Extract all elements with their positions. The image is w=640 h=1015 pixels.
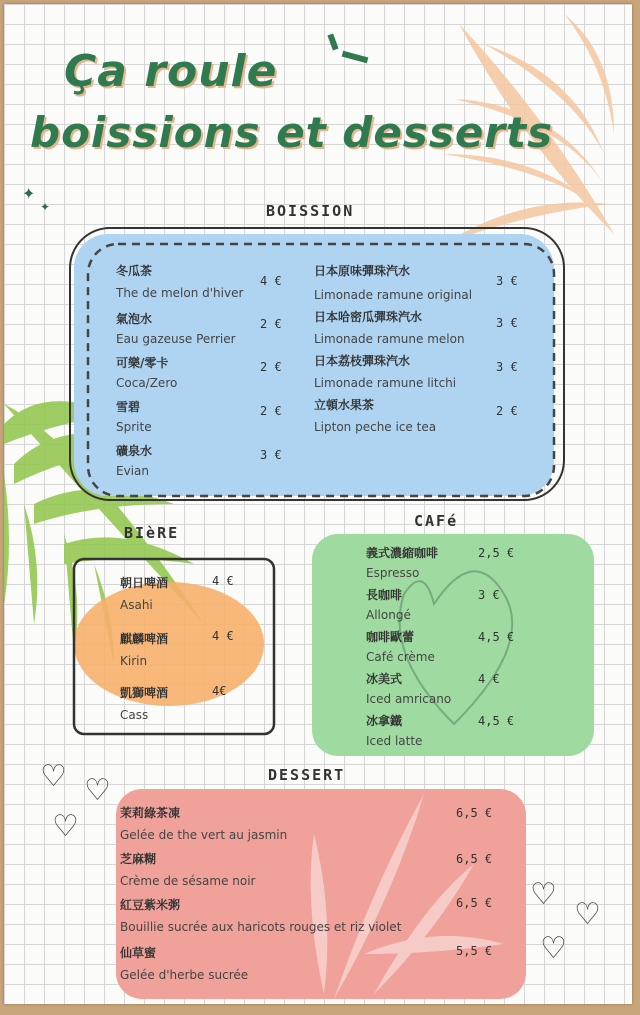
- item-fr: Lipton peche ice tea: [314, 420, 437, 434]
- item-price: 5,5 €: [456, 944, 493, 958]
- cafe-title: CAFé: [414, 512, 459, 530]
- item-fr: Limonade ramune litchi: [314, 376, 457, 390]
- item-price: 2 €: [260, 404, 282, 418]
- item-price: 2 €: [260, 317, 282, 331]
- item-price: 4 €: [478, 672, 500, 686]
- item-fr: Coca/Zero: [116, 376, 178, 390]
- item-cn: 紅豆紫米粥: [120, 898, 181, 912]
- item-cn: 茉莉綠茶凍: [120, 806, 181, 820]
- item-fr: Café crème: [366, 650, 435, 664]
- sparkle-icon: ✦: [22, 184, 36, 203]
- item-fr: Sprite: [116, 420, 152, 434]
- dessert-title: DESSERT: [268, 766, 346, 784]
- biere-title: BIèRE: [124, 524, 180, 542]
- item-cn: 立頓水果茶: [314, 398, 375, 412]
- item-fr: The de melon d'hiver: [116, 286, 244, 300]
- item-cn: 義式濃縮咖啡: [366, 546, 439, 560]
- item-price: 3 €: [496, 274, 518, 288]
- item-price: 3 €: [478, 588, 500, 602]
- item-cn: 日本原味彈珠汽水: [314, 264, 411, 278]
- heart-icon: ♡: [40, 759, 67, 794]
- item-price: 3 €: [496, 360, 518, 374]
- item-cn: 氣泡水: [116, 312, 153, 326]
- item-cn: 朝日啤酒: [120, 576, 169, 590]
- item-cn: 冰美式: [366, 672, 403, 686]
- item-cn: 礦泉水: [116, 444, 153, 458]
- item-price: 6,5 €: [456, 852, 493, 866]
- item-fr: Crème de sésame noir: [120, 874, 256, 888]
- item-cn: 麒麟啤酒: [120, 632, 169, 646]
- item-cn: 咖啡歐蕾: [366, 630, 415, 644]
- item-price: 2,5 €: [478, 546, 515, 560]
- biere-blob: [74, 582, 264, 706]
- heart-icon: ♡: [574, 897, 601, 932]
- item-price: 3 €: [496, 316, 518, 330]
- item-price: 3 €: [260, 448, 282, 462]
- item-cn: 仙草蜜: [120, 946, 157, 960]
- item-fr: Gelée de the vert au jasmin: [120, 828, 288, 842]
- item-fr: Eau gazeuse Perrier: [116, 332, 236, 346]
- item-fr: Limonade ramune melon: [314, 332, 465, 346]
- item-fr: Kirin: [120, 654, 148, 668]
- item-fr: Iced latte: [366, 734, 423, 748]
- sparkle-icon: ✦: [40, 200, 51, 214]
- item-price: 4,5 €: [478, 714, 515, 728]
- item-fr: Bouillie sucrée aux haricots rouges et riz violet: [120, 920, 402, 934]
- item-price: 4 €: [212, 574, 234, 588]
- item-cn: 可樂/零卡: [116, 356, 169, 370]
- item-fr: Iced amricano: [366, 692, 452, 706]
- item-price: 2 €: [260, 360, 282, 374]
- menu-paper: [4, 4, 632, 1004]
- title-line-1: Ça roule: [64, 46, 278, 97]
- title-line-2: boissions et desserts: [30, 108, 554, 157]
- item-cn: 凱獅啤酒: [120, 686, 169, 700]
- item-fr: Limonade ramune original: [314, 288, 473, 302]
- item-fr: Espresso: [366, 566, 420, 580]
- item-cn: 日本荔枝彈珠汽水: [314, 354, 411, 368]
- item-price: 6,5 €: [456, 806, 493, 820]
- item-price: 2 €: [496, 404, 518, 418]
- boisson-title: BOISSION: [266, 202, 355, 220]
- heart-icon: ♡: [84, 773, 111, 808]
- item-cn: 芝麻糊: [120, 852, 157, 866]
- heart-icon: ♡: [540, 931, 567, 966]
- item-cn: 雪碧: [116, 400, 141, 414]
- item-cn: 日本哈密瓜彈珠汽水: [314, 310, 423, 324]
- item-fr: Asahi: [120, 598, 153, 612]
- item-fr: Evian: [116, 464, 149, 478]
- heart-icon: ♡: [530, 877, 557, 912]
- item-cn: 長咖啡: [366, 588, 403, 602]
- item-fr: Allongé: [366, 608, 411, 622]
- item-fr: Gelée d'herbe sucrée: [120, 968, 249, 982]
- item-price: 4 €: [212, 629, 234, 643]
- item-price: 4,5 €: [478, 630, 515, 644]
- item-price: 4 €: [260, 274, 282, 288]
- item-price: 6,5 €: [456, 896, 493, 910]
- item-cn: 冰拿鐵: [366, 714, 403, 728]
- item-fr: Cass: [120, 708, 149, 722]
- item-cn: 冬瓜茶: [116, 264, 153, 278]
- item-price: 4€: [212, 684, 227, 698]
- heart-icon: ♡: [52, 809, 79, 844]
